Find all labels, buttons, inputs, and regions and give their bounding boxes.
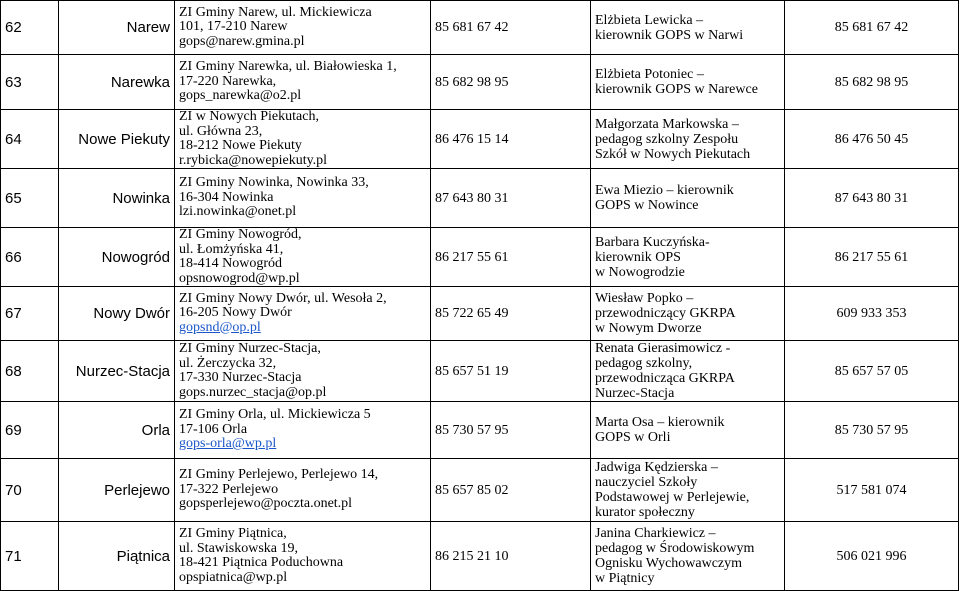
- contact-phone-number: 609 933 353: [785, 287, 959, 341]
- table-row: [1, 287, 959, 341]
- email-address: opspiatnica@wp.pl: [179, 569, 288, 585]
- municipality-name: Nowogród: [59, 228, 175, 287]
- municipality-name: Orla: [59, 402, 175, 459]
- address-line: ZI Gminy Orla, ul. Mickiewicza 5: [179, 407, 371, 423]
- row-number: 67: [1, 287, 59, 341]
- address-line: 18-414 Nowogród: [179, 256, 283, 271]
- address-line: ZI w Nowych Piekutach,: [179, 109, 319, 124]
- address-line: 16-304 Nowinka: [179, 189, 274, 205]
- contact-person-line: Ognisku Wychowawczym: [595, 556, 743, 571]
- email-address[interactable]: gops-orla@wp.pl: [179, 436, 277, 452]
- contact-phone-number: 85 681 67 42: [785, 1, 959, 55]
- email-address: gopsperlejewo@poczta.onet.pl: [179, 496, 353, 512]
- table-row: [1, 522, 959, 591]
- municipality-name: Nurzec-Stacja: [59, 341, 175, 402]
- contact-person-line: GOPS w Orli: [595, 430, 671, 445]
- contact-person-line: kierownik GOPS w Narwi: [595, 27, 744, 43]
- address-cell: [175, 287, 431, 341]
- email-address[interactable]: gopsnd@op.pl: [179, 319, 261, 335]
- contact-person-line: przewodniczący GKRPA: [595, 306, 736, 321]
- contact-person-line: Małgorzata Markowska –: [595, 116, 739, 132]
- contact-person-line: Janina Charkiewicz –: [595, 526, 716, 541]
- address-line: ZI Gminy Narewka, ul. Białowieska 1,: [179, 59, 397, 75]
- contact-person-line: Podstawowej w Perlejewie,: [595, 490, 750, 505]
- contact-person-cell: [591, 459, 785, 522]
- contact-person-line: Wiesław Popko –: [595, 291, 694, 306]
- phone-number: 85 657 51 19: [431, 341, 591, 402]
- municipality-name: Nowy Dwór: [59, 287, 175, 341]
- contact-person-line: Barbara Kuczyńska-: [595, 234, 710, 250]
- address-line: ZI Gminy Perlejewo, Perlejewo 14,: [179, 467, 379, 483]
- address-line: 17-330 Nurzec-Stacja: [179, 370, 302, 385]
- email-address: lzi.nowinka@onet.pl: [179, 204, 297, 220]
- address-line: ul. Stawiskowska 19,: [179, 540, 298, 556]
- contact-phone-number: 85 682 98 95: [785, 55, 959, 110]
- contact-phone-number: 85 730 57 95: [785, 402, 959, 459]
- contact-person-line: w Nowym Dworze: [595, 321, 702, 336]
- contact-phone-number: 86 476 50 45: [785, 110, 959, 169]
- municipality-name: Piątnica: [59, 522, 175, 591]
- address-line: ZI Gminy Nurzec-Stacja,: [179, 341, 321, 356]
- contact-person-line: Szkół w Nowych Piekutach: [595, 146, 751, 162]
- contact-phone-number: 85 657 57 05: [785, 341, 959, 402]
- municipality-name: Narew: [59, 1, 175, 55]
- contact-person-line: kierownik OPS: [595, 249, 681, 265]
- row-number: 68: [1, 341, 59, 402]
- address-cell: [175, 1, 431, 55]
- address-cell: [175, 228, 431, 287]
- row-number: 64: [1, 110, 59, 169]
- phone-number: 85 681 67 42: [431, 1, 591, 55]
- municipality-name: Narewka: [59, 55, 175, 110]
- contact-person-line: kierownik GOPS w Narewce: [595, 82, 758, 97]
- phone-number: 86 215 21 10: [431, 522, 591, 591]
- row-number: 69: [1, 402, 59, 459]
- contact-person-cell: [591, 522, 785, 591]
- municipality-name: Perlejewo: [59, 459, 175, 522]
- row-number: 70: [1, 459, 59, 522]
- contact-person-cell: [591, 341, 785, 402]
- phone-number: 85 682 98 95: [431, 55, 591, 110]
- contact-person-line: Elżbieta Lewicka –: [595, 12, 704, 28]
- phone-number: 85 657 85 02: [431, 459, 591, 522]
- address-line: ul. Żerczycka 32,: [179, 355, 277, 371]
- contact-person-line: pedagog szkolny,: [595, 356, 693, 371]
- email-address: gops.nurzec_stacja@op.pl: [179, 384, 327, 400]
- email-address: opsnowogrod@wp.pl: [179, 270, 300, 286]
- row-number: 63: [1, 55, 59, 110]
- contact-person-cell: [591, 1, 785, 55]
- address-cell: [175, 459, 431, 522]
- phone-number: 86 476 15 14: [431, 110, 591, 169]
- table-row: [1, 55, 959, 110]
- contact-phone-number: 517 581 074: [785, 459, 959, 522]
- address-line: ZI Gminy Narew, ul. Mickiewicza: [179, 4, 372, 20]
- contact-person-cell: [591, 287, 785, 341]
- email-address: r.rybicka@nowepiekuty.pl: [179, 152, 328, 168]
- contact-person-line: w Nowogrodzie: [595, 264, 685, 280]
- address-line: 16-205 Nowy Dwór: [179, 305, 292, 321]
- address-cell: [175, 402, 431, 459]
- contact-person-line: w Piątnicy: [595, 571, 655, 586]
- email-address: gops_narewka@o2.pl: [179, 88, 302, 104]
- phone-number: 85 730 57 95: [431, 402, 591, 459]
- address-line: ZI Gminy Piątnica,: [179, 526, 287, 541]
- address-cell: [175, 55, 431, 110]
- address-cell: [175, 341, 431, 402]
- contact-phone-number: 87 643 80 31: [785, 169, 959, 228]
- address-line: 17-322 Perlejewo: [179, 481, 279, 497]
- row-number: 62: [1, 1, 59, 55]
- contact-person-cell: [591, 228, 785, 287]
- contact-person-cell: [591, 169, 785, 228]
- row-number: 65: [1, 169, 59, 228]
- email-address: gops@narew.gmina.pl: [179, 33, 305, 49]
- address-line: 18-421 Piątnica Poduchowna: [179, 555, 344, 570]
- address-line: 101, 17-210 Narew: [179, 19, 288, 35]
- table-row: [1, 110, 959, 169]
- address-line: ul. Łomżyńska 41,: [179, 241, 284, 257]
- table-row: [1, 169, 959, 228]
- address-line: 17-106 Orla: [179, 421, 248, 437]
- address-cell: [175, 110, 431, 169]
- contact-person-line: przewodnicząca GKRPA: [595, 371, 735, 386]
- address-cell: [175, 169, 431, 228]
- contact-person-line: Marta Osa – kierownik: [595, 415, 725, 430]
- table-row: [1, 402, 959, 459]
- phone-number: 87 643 80 31: [431, 169, 591, 228]
- municipality-name: Nowinka: [59, 169, 175, 228]
- address-line: ul. Główna 23,: [179, 123, 263, 139]
- contact-phone-number: 86 217 55 61: [785, 228, 959, 287]
- contact-person-line: Ewa Miezio – kierownik: [595, 183, 734, 198]
- table-row: [1, 1, 959, 55]
- row-number: 71: [1, 522, 59, 591]
- address-line: ZI Gminy Nowy Dwór, ul. Wesoła 2,: [179, 290, 387, 306]
- contacts-table-body: [1, 1, 959, 591]
- contact-phone-number: 506 021 996: [785, 522, 959, 591]
- contact-person-line: GOPS w Nowince: [595, 198, 699, 213]
- address-line: ZI Gminy Nowogród,: [179, 227, 302, 242]
- contact-person-line: kurator społeczny: [595, 505, 695, 520]
- table-row: [1, 459, 959, 522]
- municipality-name: Nowe Piekuty: [59, 110, 175, 169]
- contact-person-line: pedagog szkolny Zespołu: [595, 131, 739, 147]
- table-row: [1, 341, 959, 402]
- contact-person-cell: [591, 55, 785, 110]
- row-number: 66: [1, 228, 59, 287]
- phone-number: 85 722 65 49: [431, 287, 591, 341]
- contact-person-cell: [591, 110, 785, 169]
- contact-person-line: Jadwiga Kędzierska –: [595, 460, 718, 475]
- contact-person-line: Nurzec-Stacja: [595, 386, 675, 401]
- address-cell: [175, 522, 431, 591]
- phone-number: 86 217 55 61: [431, 228, 591, 287]
- address-line: 18-212 Nowe Piekuty: [179, 138, 302, 153]
- contact-person-line: Elżbieta Potoniec –: [595, 67, 704, 82]
- address-line: 17-220 Narewka,: [179, 73, 277, 89]
- contact-person-line: Renata Gierasimowicz -: [595, 341, 731, 356]
- contact-person-cell: [591, 402, 785, 459]
- contact-person-line: nauczyciel Szkoły: [595, 475, 698, 490]
- contact-person-line: pedagog w Środowiskowym: [595, 541, 755, 556]
- address-line: ZI Gminy Nowinka, Nowinka 33,: [179, 175, 369, 191]
- table-row: [1, 228, 959, 287]
